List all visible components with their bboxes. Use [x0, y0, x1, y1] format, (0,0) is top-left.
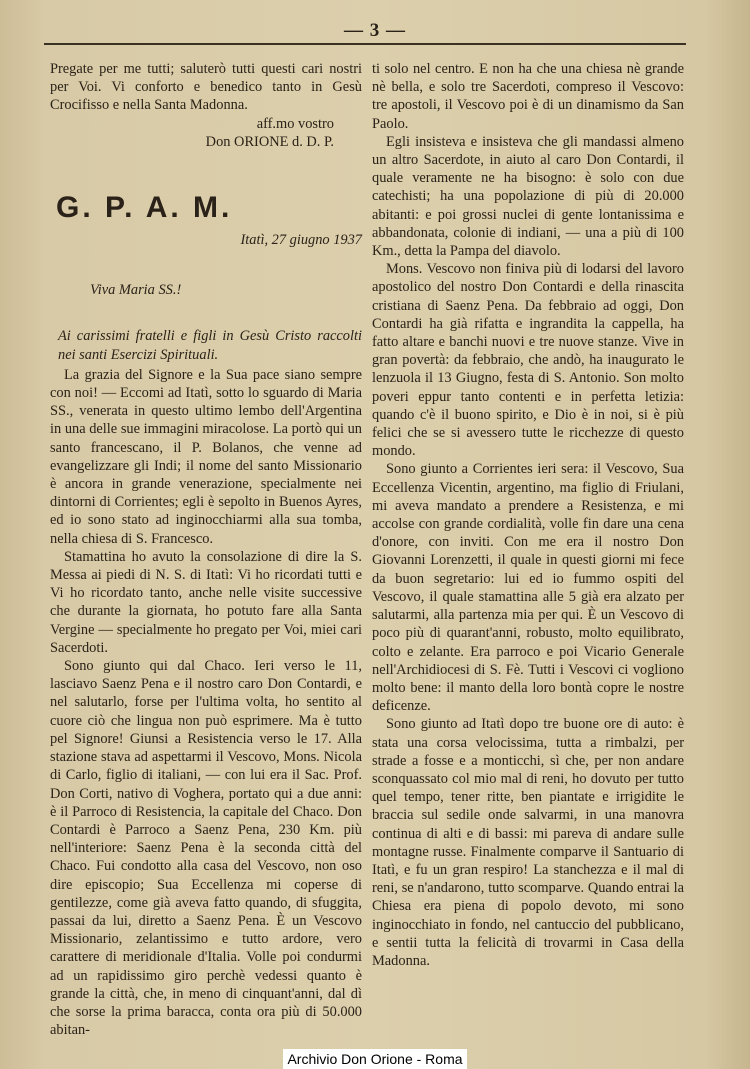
dateline: Itatì, 27 giugno 1937 — [240, 232, 362, 249]
paragraph: Mons. Vescovo non finiva più di lodarsi del lavoro apostolico del nostro Don Contardi e della rinascita cristiana di Saenz Pena. Da febbraio ad oggi, Don Contardi ha già rifatta e ingrandita la cappella, ha fatto altare e banchi nuovi e tre nuove stanze. Vive in gran povertà: da febbraio, che andò, ha inaugurato le lenzuola il 13 Giugno, festa di S. Antonio. Son molto poveri eppur tanto contenti e in perfetta letizia: quando c'è il buono spirito, e Dio è in noi, si è più felici che se si avessero tutte le ricchezze di questo mondo. — [372, 261, 684, 460]
archive-footer-label: Archivio Don Orione - Roma — [283, 1049, 466, 1069]
paragraph: La grazia del Signore e la Sua pace siano sempre con noi! — Eccomi ad Itatì, sotto lo sguardo di Maria SS., venerata in questo ultimo lembo dell'Argentina in una delle sue immagini miracolose. La portò qui un santo francescano, il P. Bolanos, che venne ad evangelizzare gli Indi; il nome del santo Missionario è ancora in grande venerazione, specialmente nei dintorni di Corrientes; egli è sepolto in Buenos Ayres, ed io sono stato ad inginocchiarmi alla sua tomba, nella chiesa di S. Francesco. — [50, 366, 362, 547]
right-column — [372, 60, 684, 970]
section-title: G. P. A. M. — [56, 191, 233, 225]
paragraph: Egli insisteva e insisteva che gli mandassi almeno un altro Sacerdote, in aiuto al caro Don Contardi, il quale veramente ne ha bisogno: è solo con due catechisti; ha una popolazione di più di 20.000 abitanti: e poi grossi nuclei di gente lontanissima e abbandonata, colonie di indiani, — una a più di 100 Km., detta la Pampa del diavolo. — [372, 133, 684, 260]
paragraph: Sono giunto ad Itatì dopo tre buone ore di auto: è stata una corsa velocissima, tutta a rimbalzi, per strade a fosse e a monticchi, sì che, per non andare sconquassato col mio mal di reni, ho dovuto per tutto quel tempo, tener ritte, ben piantate e irrigidite le braccia sul sedile onde salvarmi, in una manovra continua di alti e di bassi: mi pareva di andare sulle montagne russe. Finalmente comparve il Santuario di Itatì, e fu un gran respiro! La stanchezza e il mal di reni, se n'andarono, tutto scomparve. Quando entrai la Chiesa era piena di popolo devoto, mi sono inginocchiato in fondo, nel cantuccio del pubblicano, e sentii tutta la felicità di trovarmi in Casa della Madonna. — [372, 716, 684, 969]
signature: Don ORIONE d. D. P. — [205, 133, 334, 150]
header-rule — [44, 43, 686, 45]
letter-ending: Pregate per me tutti; saluterò tutti questi cari nostri per Voi. Vi conforto e benedico tanto in Gesù Crocifisso e nella Santa Madonna. — [50, 61, 362, 114]
left-column — [50, 60, 362, 1039]
archive-footer — [0, 1049, 750, 1069]
dedication: Ai carissimi fratelli e figli in Gesù Cristo raccolti nei santi Esercizi Spirituali. — [58, 328, 362, 363]
paragraph: ti solo nel centro. E non ha che una chiesa nè grande nè bella, e solo tre Sacerdoti, compreso il Vescovo: tre apostoli, il Vescovo poi è di un dinamismo da San Paolo. — [372, 61, 684, 132]
paragraph: Sono giunto qui dal Chaco. Ieri verso le 11, lasciavo Saenz Pena e il nostro caro Don Contardi, e nel salutarlo, forse per l'ultima volta, ho sentito al cuore ciò che lingua non può esprimere. Ma è tutto pel Signore! Giunsi a Resistencia verso le 17. Alla stazione stava ad aspettarmi il Vescovo, Mons. Nicola di Carlo, figlio di italiani, — con lui era il Sac. Prof. Don Corti, nativo di Voghera, portato qui a due anni: è il Parroco di Resistencia, la capitale del Chaco. Don Contardi è Parroco a Saenz Pena, 230 Km. più nell'interiore: Saenz Pena è la seconda città del Chaco. Fui condotto alla casa del Vescovo, non oso dire episcopio; Sua Eccellenza mi coperse di gentilezze, come già aveva fatto quando, di sfuggita, passai da lui, diretto a Saenz Pena. È un Vescovo Missionario, zelantissimo e tutto ardore, vero carattere di meridionale d'Italia. Volle poi condurmi ad un rapidissimo giro perchè vedessi quanto è grande la città, che, in meno di cinquant'anni, dal dì che sorse la prima baracca, conta ora più di 50.000 abitan- — [50, 658, 362, 1039]
page-number: — 3 — — [344, 20, 406, 41]
closing-formula: aff.mo vostro — [256, 115, 334, 132]
paragraph: Stamattina ho avuto la consolazione di dire la S. Messa ai piedi di N. S. di Itatì: Vi ho ricordati tutti e Vi ho ricordato tanto, anche nelle visite successive che durante la giornata, ho potuto fare alla Santa Vergine — specialmente ho pregato per Voi, miei cari Sacerdoti. — [50, 548, 362, 656]
paragraph: Sono giunto a Corrientes ieri sera: il Vescovo, Sua Eccellenza Vicentin, argentino, ma figlio di Friulani, mi aveva mandato a prendere a Resistenza, e mi accolse con grande cordialità, volle fin dare una cena d'onore, con inviti. Con me era il nostro Don Giovanni Lorenzetti, il quale in questi giorni mi fece da buon segretario: lui ed io fummo ospiti del Vescovo, il quale stamattina alle 5 già era alzato per salutarmi, alla partenza mia per qui. È un Vescovo di poco più di quarant'anni, robusto, molto equilibrato, colto e zelante. Era parroco e poi Vicario Generale nell'Archidiocesi di S. Fè. Tutti i Vescovi ci vogliono molto bene: il manto della loro bontà copre le nostre deficenze. — [372, 461, 684, 715]
salutation: Viva Maria SS.! — [90, 282, 182, 299]
